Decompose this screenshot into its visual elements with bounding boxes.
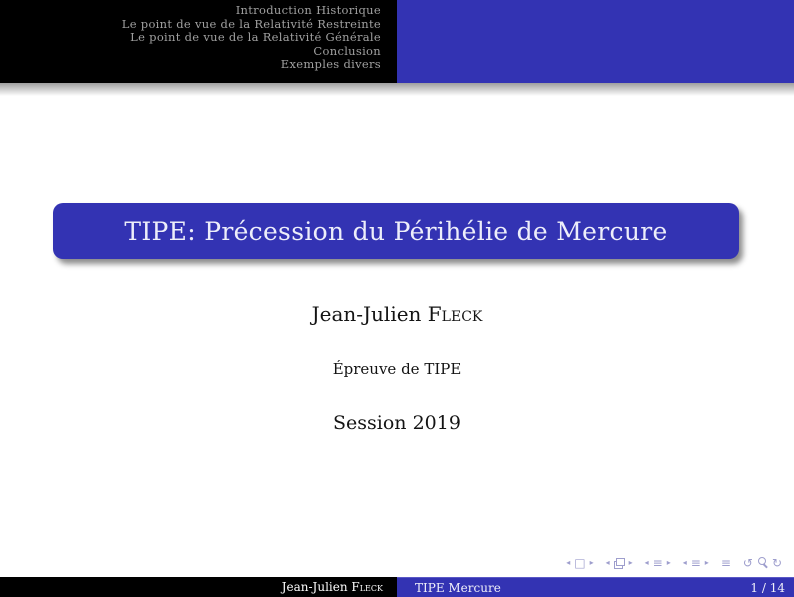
prev-frame-icon[interactable]: ◂ bbox=[605, 558, 610, 567]
search-icon[interactable] bbox=[757, 557, 768, 569]
section-icon[interactable]: ≡ bbox=[690, 556, 701, 570]
subsection-icon[interactable]: ≡ bbox=[652, 556, 663, 570]
prev-section-icon[interactable]: ◂ bbox=[682, 558, 687, 567]
next-slide-icon[interactable]: ▸ bbox=[589, 558, 594, 567]
header-section-exemples[interactable]: Exemples divers bbox=[280, 57, 381, 72]
next-subsection-icon[interactable]: ▸ bbox=[666, 558, 671, 567]
header-section-conclusion[interactable]: Conclusion bbox=[313, 43, 381, 58]
forward-icon[interactable]: ↻ bbox=[771, 556, 782, 570]
header-bar bbox=[0, 0, 794, 83]
nav-presentation-group[interactable] bbox=[721, 557, 731, 569]
slide-icon[interactable]: □ bbox=[574, 556, 586, 570]
footer-author bbox=[0, 577, 397, 597]
author-given-name: Jean-Julien bbox=[311, 302, 422, 326]
header-blue-panel bbox=[397, 0, 794, 83]
footer-author-family: Fleck bbox=[351, 580, 383, 594]
slide-title: TIPE: Précession du Périhélie de Mercure bbox=[124, 216, 668, 246]
footer-short-title: TIPE Mercure bbox=[415, 580, 501, 595]
author-line bbox=[0, 302, 794, 326]
footer-bar bbox=[0, 577, 794, 597]
footer-right-panel bbox=[397, 577, 794, 597]
subtitle-line: Épreuve de TIPE bbox=[332, 360, 462, 378]
header-section-introduction[interactable]: Introduction Historique bbox=[235, 3, 381, 17]
nav-subsection-group[interactable] bbox=[645, 557, 671, 569]
prev-subsection-icon[interactable]: ◂ bbox=[644, 558, 649, 567]
back-icon[interactable]: ↺ bbox=[742, 556, 753, 570]
presentation-icon[interactable]: ≡ bbox=[720, 556, 731, 570]
prev-slide-icon[interactable]: ◂ bbox=[566, 558, 571, 567]
frames-icon[interactable] bbox=[614, 558, 625, 569]
nav-section-group[interactable] bbox=[683, 557, 709, 569]
session-line: Session 2019 bbox=[333, 412, 461, 434]
nav-slide-group[interactable] bbox=[566, 557, 593, 569]
footer-author-given: Jean-Julien bbox=[281, 580, 348, 594]
footer-page-number: 1 / 14 bbox=[750, 580, 785, 595]
nav-frame-group[interactable] bbox=[606, 558, 633, 569]
header-section-list bbox=[0, 0, 397, 83]
header-shadow bbox=[0, 83, 794, 96]
next-frame-icon[interactable]: ▸ bbox=[628, 558, 633, 567]
header-section-relativite-restreinte[interactable]: Le point de vue de la Relativité Restreinte bbox=[121, 16, 381, 31]
nav-history-group[interactable] bbox=[743, 557, 782, 569]
title-box bbox=[53, 203, 739, 259]
author-family-name: Fleck bbox=[427, 302, 483, 326]
header-section-relativite-generale[interactable]: Le point de vue de la Relativité Générale bbox=[130, 30, 381, 45]
next-section-icon[interactable]: ▸ bbox=[704, 558, 709, 567]
beamer-navigation-bar bbox=[566, 554, 782, 572]
